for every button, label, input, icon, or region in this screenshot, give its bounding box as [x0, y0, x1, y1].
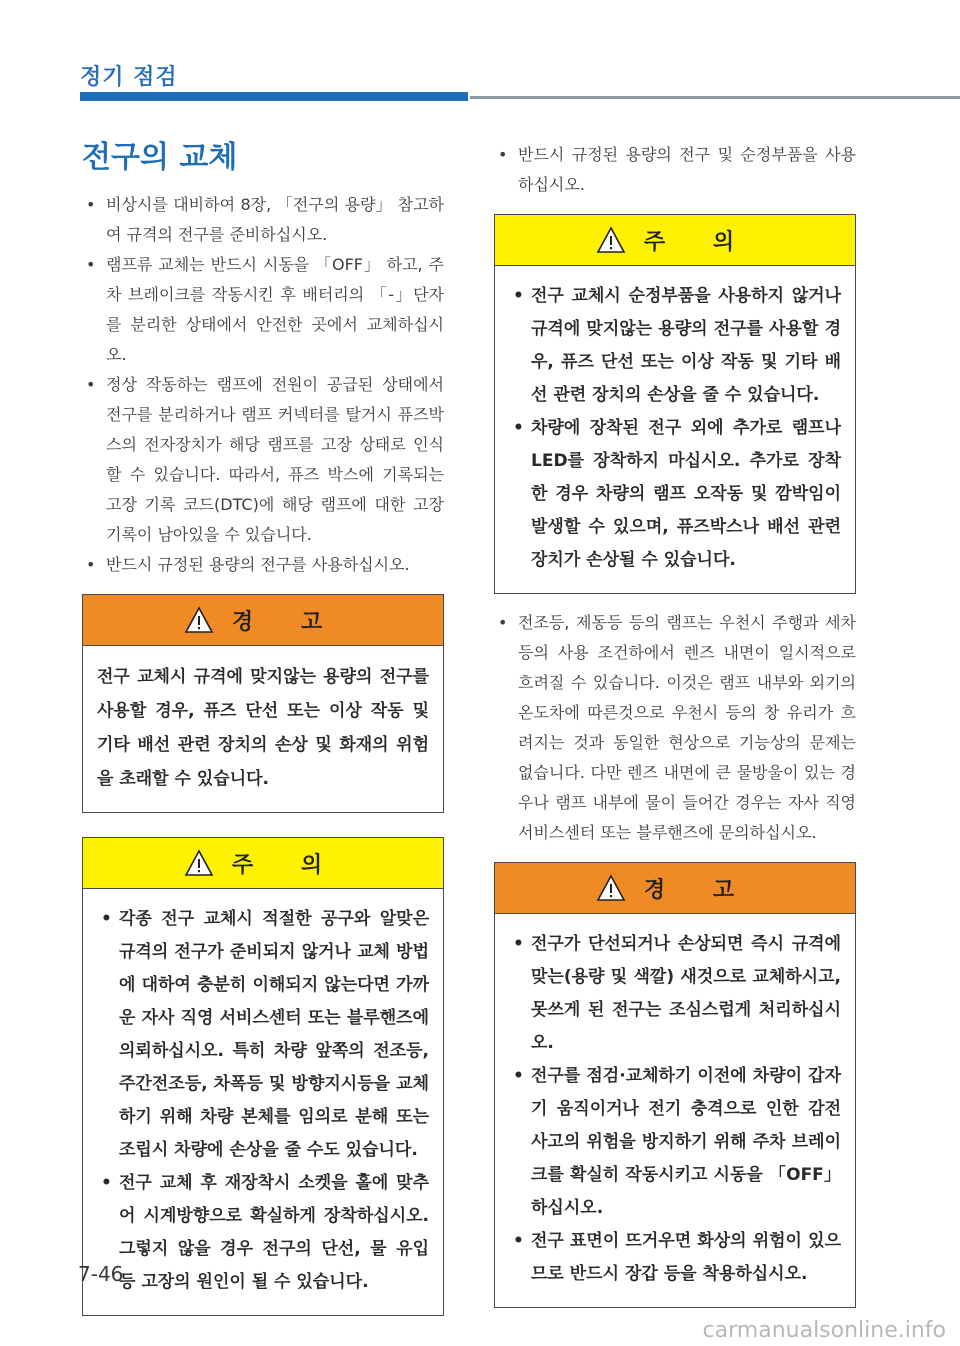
header-rule-blue	[80, 92, 468, 101]
list-item: • 각종 전구 교체시 적절한 공구와 알맞은 규격의 전구가 준비되지 않거나 교체 방법에 대하여 충분히 이해되지 않는다면 가까운 자사 직영 서비스센터 또는 블루핸즈에 의뢰하십시오. 특히 차량 앞쪽의 전조등, 주간전조등, 차폭등 및 방향지시등을 교체하기 위해 차량 본체를 임의로 분해 또는 조립시 차량에 손상을 줄 수도 있습니다.	[97, 903, 429, 1167]
caution-triangle-icon	[596, 226, 626, 254]
list-item: • 전구가 단선되거나 손상되면 즉시 규격에 맞는(용량 및 색깔) 새것으로 교체하시고, 못쓰게 된 전구는 조심스럽게 처리하십시오.	[509, 928, 841, 1060]
warning-box-title: 경 고	[643, 877, 755, 903]
header-rule-gray	[470, 96, 960, 99]
caution-box-right	[494, 214, 856, 594]
list-item: • 램프류 교체는 반드시 시동을 「OFF」 하고, 주차 브레이크를 작동시킨 후 배터리의 「-」단자를 분리한 상태에서 안전한 곳에서 교체하십시오.	[82, 250, 444, 370]
caution-box-header	[83, 838, 443, 889]
list-item: • 전구 교체 후 재장착시 소켓을 홀에 맞추어 시계방향으로 확실하게 장착하십시오. 그렇지 않을 경우 전구의 단선, 물 유입 등 고장의 원인이 될 수 있습니다.	[97, 1167, 429, 1299]
caution-box-title: 주 의	[643, 229, 755, 255]
warning-box-right	[494, 862, 856, 1308]
page-header-title: 정기 점검	[80, 65, 178, 90]
footer-watermark: carmanualsonline.info	[702, 1318, 946, 1343]
page-number: 7-46	[78, 1262, 124, 1286]
top-list	[494, 140, 856, 200]
list-item: • 전조등, 제동등 등의 램프는 우천시 주행과 세차 등의 사용 조건하에서 렌즈 내면이 일시적으로 흐려질 수 있습니다. 이것은 램프 내부와 외기의 온도차에 따른것으로 우천시 등의 창 유리가 흐려지는 것과 동일한 현상으로 기능상의 문제는 없습니다. 다만 렌즈 내면에 큰 물방울이 있는 경우나 램프 내부에 물이 들어간 경우는 자사 직영 서비스센터 또는 블루핸즈에 문의하십시오.	[494, 608, 856, 848]
list-item: • 차량에 장착된 전구 외에 추가로 램프나 LED를 장착하지 마십시오. 추가로 장착한 경우 차량의 램프 오작동 및 깜박임이 발생할 수 있으며, 퓨즈박스나 배선 관련 장치가 손상될 수 있습니다.	[509, 412, 841, 577]
warning-text: 전구 교체시 규격에 맞지않는 용량의 전구를 사용할 경우, 퓨즈 단선 또는 이상 작동 및 기타 배선 관련 장치의 손상 및 화재의 위험을 초래할 수 있습니다.	[97, 667, 429, 789]
warning-box-title: 경 고	[231, 609, 343, 635]
mid-list	[494, 608, 856, 848]
warning-box-header	[83, 595, 443, 646]
list-item: • 비상시를 대비하여 8장, 「전구의 용량」 참고하여 규격의 전구를 준비하십시오.	[82, 190, 444, 250]
warning-triangle-icon	[596, 874, 626, 902]
caution-box-title: 주 의	[231, 852, 343, 878]
intro-list	[82, 190, 444, 580]
warning-box-header	[495, 863, 855, 914]
list-item: • 반드시 규정된 용량의 전구 및 순정부품을 사용하십시오.	[494, 140, 856, 200]
caution-box	[82, 837, 444, 1316]
warning-box	[82, 594, 444, 813]
section-title: 전구의 교체	[82, 140, 238, 175]
caution-list	[97, 903, 429, 1299]
caution-triangle-icon	[184, 849, 214, 877]
right-column	[494, 140, 856, 1308]
list-item: • 전구 표면이 뜨거우면 화상의 위험이 있으므로 반드시 장갑 등을 착용하십시오.	[509, 1225, 841, 1291]
warning-list	[509, 928, 841, 1291]
left-column	[82, 140, 444, 1316]
list-item: • 반드시 규정된 용량의 전구를 사용하십시오.	[82, 550, 444, 580]
list-item: • 전구를 점검·교체하기 이전에 차량이 갑자기 움직이거나 전기 충격으로 인한 감전 사고의 위험을 방지하기 위해 주차 브레이크를 확실히 작동시키고 시동을 「OFF」 하십시오.	[509, 1060, 841, 1225]
warning-triangle-icon	[184, 606, 214, 634]
list-item: • 정상 작동하는 램프에 전원이 공급된 상태에서 전구를 분리하거나 램프 커넥터를 탈거시 퓨즈박스의 전자장치가 해당 램프를 고장 상태로 인식할 수 있습니다. 따라서, 퓨즈 박스에 기록되는 고장 기록 코드(DTC)에 해당 램프에 대한 고장 기록이 남아있을 수 있습니다.	[82, 370, 444, 550]
caution-box-header	[495, 215, 855, 266]
caution-list	[509, 280, 841, 577]
list-item: • 전구 교체시 순정부품을 사용하지 않거나 규격에 맞지않는 용량의 전구를 사용할 경우, 퓨즈 단선 또는 이상 작동 및 기타 배선 관련 장치의 손상을 줄 수 있습니다.	[509, 280, 841, 412]
